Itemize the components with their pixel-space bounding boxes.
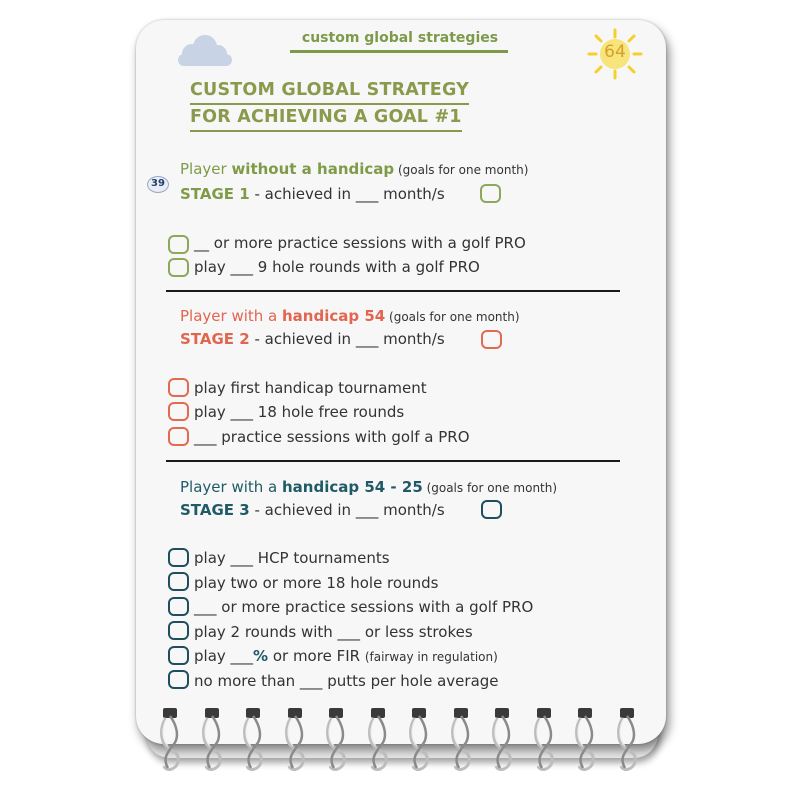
spiral-coil [532, 706, 558, 776]
stage1-note: (goals for one month) [394, 163, 529, 177]
stage1-label: STAGE 1 [180, 185, 250, 203]
stage3-item-6-checkbox[interactable] [168, 670, 189, 689]
page-number: 64 [604, 42, 626, 62]
stage2-player-line [180, 307, 520, 325]
stage3-item-1: play ___ HCP tournaments [194, 549, 390, 567]
spiral-coil [283, 706, 309, 776]
stage1-item-2: play ___ 9 hole rounds with a golf PRO [194, 258, 480, 276]
stage1-achieved-text: - achieved in ___ month/s [249, 185, 445, 203]
stage1-player-line [180, 160, 528, 178]
stage3-player-type: handicap 54 - 25 [282, 478, 423, 496]
spiral-coil [407, 706, 433, 776]
stage3-item-2: play two or more 18 hole rounds [194, 574, 439, 592]
stage3-player-prefix: Player with a [180, 478, 282, 496]
stage1-player-prefix: Player [180, 160, 232, 178]
stage3-achieved-line [180, 501, 445, 519]
reference-badge: 39 [147, 176, 169, 193]
spiral-coil [324, 706, 350, 776]
stage3-item-2-checkbox[interactable] [168, 572, 189, 591]
stage2-item-2: play ___ 18 hole free rounds [194, 403, 405, 421]
stage3-item-1-checkbox[interactable] [168, 548, 189, 567]
stage2-item-2-checkbox[interactable] [168, 402, 189, 421]
stage2-note: (goals for one month) [385, 310, 520, 324]
stage3-item-5-percent: % [253, 647, 269, 665]
stage2-achieved-checkbox[interactable] [481, 330, 502, 349]
stage3-item-5-rest: or more FIR [268, 647, 365, 665]
spiral-coil [490, 706, 516, 776]
stage2-item-3: ___ practice sessions with golf a PRO [194, 428, 470, 446]
stage3-item-5-note: (fairway in regulation) [364, 650, 498, 664]
stage3-label: STAGE 3 [180, 501, 250, 519]
stage3-item-5-checkbox[interactable] [168, 646, 189, 665]
stage2-label: STAGE 2 [180, 330, 250, 348]
title-line-2: FOR ACHIEVING A GOAL #1 [190, 105, 462, 132]
stage1-item-1: __ or more practice sessions with a golf PRO [194, 234, 526, 252]
spiral-coil [200, 706, 226, 776]
stage3-achieved-text: - achieved in ___ month/s [249, 501, 445, 519]
spiral-coil [158, 706, 184, 776]
stage3-item-5-prefix: play [194, 647, 231, 665]
section-header-label: custom global strategies [301, 30, 499, 46]
stage3-item-4-checkbox[interactable] [168, 621, 189, 640]
stage3-item-5 [194, 647, 498, 665]
stage2-achieved-text: - achieved in ___ month/s [249, 330, 445, 348]
stage3-item-4: play 2 rounds with ___ or less strokes [194, 623, 473, 641]
stage3-note: (goals for one month) [422, 481, 558, 495]
page-title [190, 78, 469, 132]
spiral-coil [366, 706, 392, 776]
stage1-achieved-line [180, 185, 445, 203]
spiral-coil [241, 706, 267, 776]
spiral-coil [449, 706, 475, 776]
section-header-rule [290, 50, 508, 53]
stage1-player-type: without a handicap [231, 160, 395, 178]
spiral-coil [573, 706, 599, 776]
stage3-item-6: no more than ___ putts per hole average [194, 672, 499, 690]
stage1-achieved-checkbox[interactable] [480, 184, 501, 203]
stage3-player-line [180, 478, 557, 496]
stage1-item-1-checkbox[interactable] [168, 235, 189, 254]
stage1-item-2-checkbox[interactable] [168, 258, 189, 277]
stage3-achieved-checkbox[interactable] [481, 500, 502, 519]
stage3-item-3-checkbox[interactable] [168, 597, 189, 616]
stage3-item-5-blank: ___ [230, 647, 254, 665]
stage2-player-type: handicap 54 [282, 307, 386, 325]
stage2-item-3-checkbox[interactable] [168, 427, 189, 446]
stage2-item-1-checkbox[interactable] [168, 378, 189, 397]
stage3-item-3: ___ or more practice sessions with a golf PRO [194, 598, 534, 616]
stage2-item-1: play first handicap tournament [194, 379, 427, 397]
stage2-player-prefix: Player with a [180, 307, 282, 325]
title-line-1: CUSTOM GLOBAL STRATEGY [190, 78, 469, 105]
cloud-icon [172, 34, 238, 68]
section-divider-1 [166, 290, 620, 292]
spiral-coil [615, 706, 641, 776]
section-divider-2 [166, 460, 620, 462]
stage2-achieved-line [180, 330, 445, 348]
